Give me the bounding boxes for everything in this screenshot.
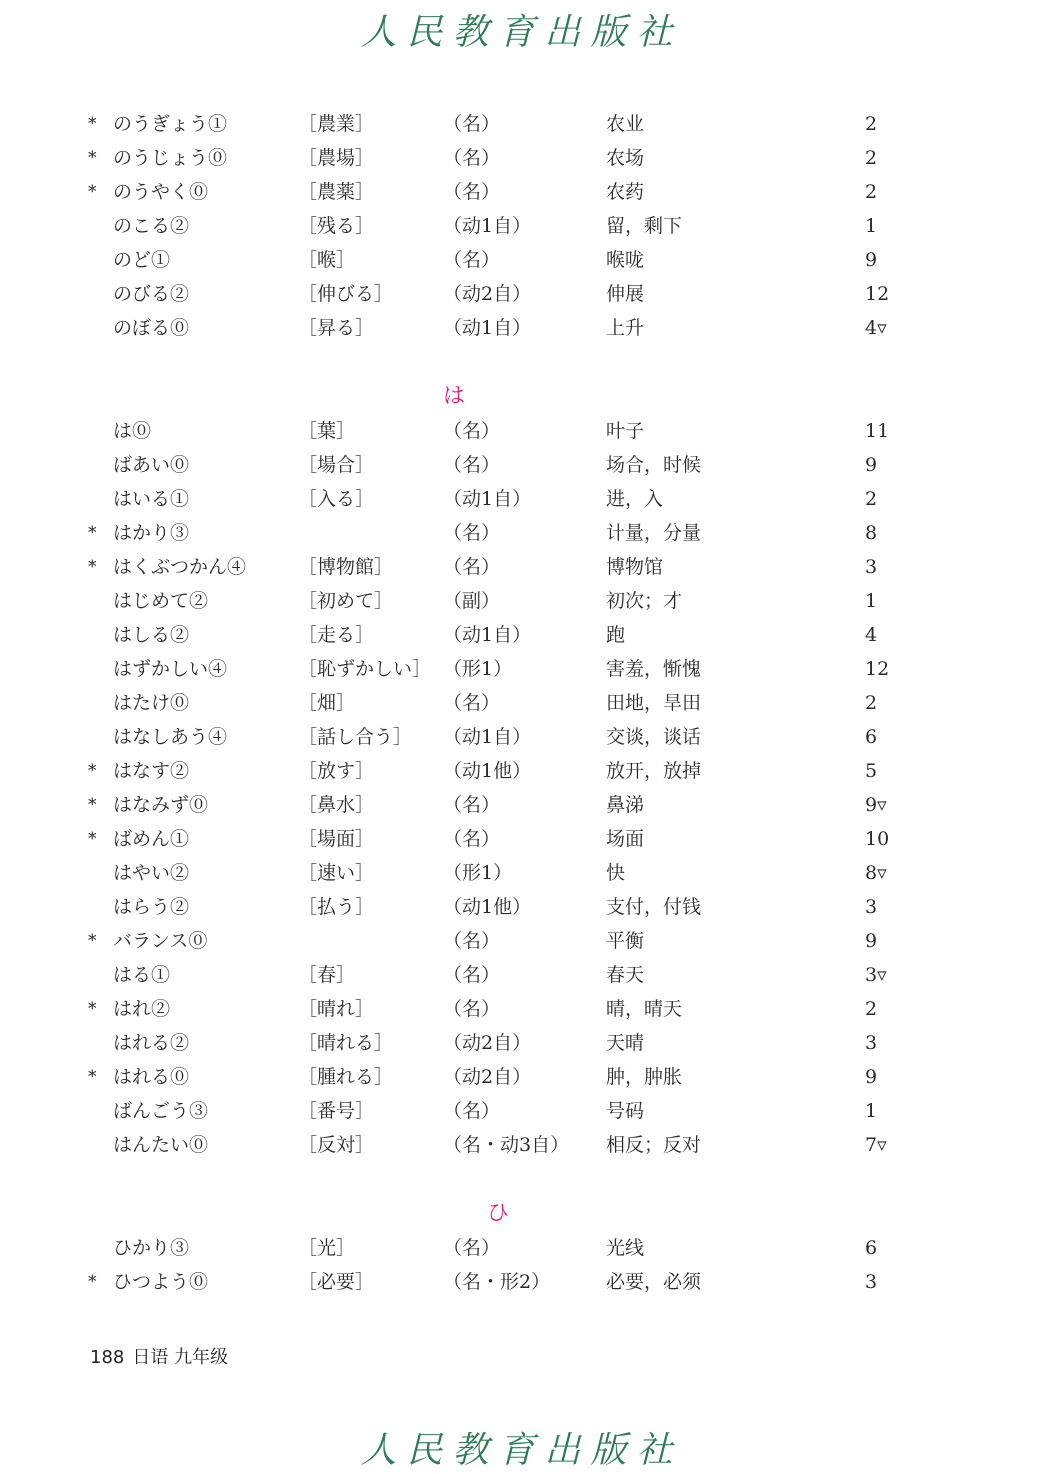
entry-kanji: ［腫れる］ — [298, 1066, 394, 1088]
section-hi — [0, 1231, 1043, 1299]
entry-kanji: ［入る］ — [298, 488, 375, 510]
entry-lesson: 2 — [865, 181, 878, 203]
entry-meaning: 天晴 — [606, 1032, 645, 1054]
entry-part-of-speech: （副） — [443, 590, 501, 612]
entry-lesson: 3▿ — [865, 964, 887, 986]
entry-meaning: 上升 — [606, 317, 645, 339]
entry-lesson: 3 — [865, 556, 878, 578]
entry-kanji: ［払う］ — [298, 896, 375, 918]
entry-part-of-speech: （名） — [443, 828, 501, 850]
entry-reading: ばんごう③ — [113, 1100, 209, 1122]
entry-meaning: 鼻涕 — [606, 794, 645, 816]
vocab-entry — [0, 1231, 1043, 1265]
entry-kanji: ［喉］ — [298, 249, 356, 271]
entry-kanji: ［晴れる］ — [298, 1032, 394, 1054]
entry-reading: のど① — [113, 249, 171, 271]
entry-reading: のぼる⓪ — [113, 317, 190, 339]
vocab-entry — [0, 788, 1043, 822]
entry-reading: はかり③ — [113, 522, 190, 544]
section-no — [0, 107, 1043, 345]
entry-kanji: ［速い］ — [298, 862, 375, 884]
entry-meaning: 平衡 — [606, 930, 645, 952]
entry-reading: は⓪ — [113, 420, 152, 442]
entry-kanji: ［必要］ — [298, 1271, 375, 1293]
entry-meaning: 放开，放掉 — [606, 760, 702, 782]
vocab-entry — [0, 482, 1043, 516]
entry-reading: はくぶつかん④ — [113, 556, 247, 578]
entry-reading: はなみず⓪ — [113, 794, 209, 816]
vocabulary-list — [0, 107, 1043, 1299]
entry-lesson: 2 — [865, 147, 878, 169]
entry-kanji: ［番号］ — [298, 1100, 375, 1122]
entry-kanji: ［恥ずかしい］ — [298, 658, 432, 680]
entry-part-of-speech: （动2自） — [443, 1066, 532, 1088]
entry-part-of-speech: （名） — [443, 454, 501, 476]
entry-meaning: 害羞，惭愧 — [606, 658, 702, 680]
vocab-entry — [0, 958, 1043, 992]
entry-meaning: 相反；反对 — [606, 1134, 702, 1156]
entry-kanji: ［晴れ］ — [298, 998, 375, 1020]
entry-part-of-speech: （名） — [443, 930, 501, 952]
entry-kanji: ［鼻水］ — [298, 794, 375, 816]
entry-lesson: 3 — [865, 896, 878, 918]
entry-meaning: 博物馆 — [606, 556, 664, 578]
entry-meaning: 农药 — [606, 181, 645, 203]
entry-lesson: 2 — [865, 692, 878, 714]
entry-part-of-speech: （动1自） — [443, 488, 532, 510]
entry-reading: のうやく⓪ — [113, 181, 209, 203]
entry-lesson: 1 — [865, 215, 878, 237]
section-ha — [0, 414, 1043, 1162]
star-mark: * — [88, 182, 97, 202]
entry-reading: のうじょう⓪ — [113, 147, 228, 169]
vocab-entry — [0, 175, 1043, 209]
entry-reading: はる① — [113, 964, 171, 986]
entry-lesson: 12 — [865, 283, 890, 305]
star-mark: * — [88, 114, 97, 134]
entry-meaning: 喉咙 — [606, 249, 645, 271]
vocab-entry — [0, 754, 1043, 788]
star-mark: * — [88, 1067, 97, 1087]
star-mark: * — [88, 999, 97, 1019]
star-mark: * — [88, 148, 97, 168]
vocab-entry — [0, 890, 1043, 924]
entry-reading: はれる② — [113, 1032, 190, 1054]
entry-lesson: 1 — [865, 1100, 878, 1122]
entry-reading: はしる② — [113, 624, 190, 646]
star-mark: * — [88, 761, 97, 781]
entry-part-of-speech: （动1自） — [443, 317, 532, 339]
entry-part-of-speech: （动2自） — [443, 283, 532, 305]
entry-kanji: ［春］ — [298, 964, 356, 986]
entry-meaning: 肿，肿胀 — [606, 1066, 683, 1088]
vocab-entry — [0, 992, 1043, 1026]
entry-part-of-speech: （名・形2） — [443, 1271, 551, 1293]
entry-kanji: ［場面］ — [298, 828, 375, 850]
entry-meaning: 初次；才 — [606, 590, 683, 612]
entry-meaning: 光线 — [606, 1237, 645, 1259]
entry-lesson: 8 — [865, 522, 878, 544]
vocab-entry — [0, 1026, 1043, 1060]
vocab-entry — [0, 448, 1043, 482]
vocab-entry — [0, 720, 1043, 754]
vocab-entry — [0, 924, 1043, 958]
entry-kanji: ［農薬］ — [298, 181, 375, 203]
entry-part-of-speech: （动1他） — [443, 760, 532, 782]
vocab-entry — [0, 822, 1043, 856]
star-mark: * — [88, 1272, 97, 1292]
entry-reading: ばめん① — [113, 828, 190, 850]
vocab-entry — [0, 1128, 1043, 1162]
entry-lesson: 3 — [865, 1032, 878, 1054]
entry-meaning: 农业 — [606, 113, 645, 135]
entry-kanji: ［畑］ — [298, 692, 356, 714]
entry-lesson: 2 — [865, 998, 878, 1020]
entry-meaning: 晴，晴天 — [606, 998, 683, 1020]
vocab-entry — [0, 1265, 1043, 1299]
entry-part-of-speech: （名） — [443, 113, 501, 135]
vocab-entry — [0, 1094, 1043, 1128]
entry-lesson: 6 — [865, 726, 878, 748]
entry-reading: ばあい⓪ — [113, 454, 190, 476]
entry-meaning: 计量，分量 — [606, 522, 702, 544]
publisher-logo: 人民教育出版社 — [360, 12, 683, 53]
entry-part-of-speech: （名） — [443, 249, 501, 271]
entry-meaning: 场合，时候 — [606, 454, 702, 476]
entry-part-of-speech: （动1自） — [443, 215, 532, 237]
entry-kanji: ［伸びる］ — [298, 283, 394, 305]
section-header-ha: は — [443, 384, 466, 409]
entry-reading: ひかり③ — [113, 1237, 190, 1259]
entry-reading: はたけ⓪ — [113, 692, 190, 714]
entry-kanji: ［話し合う］ — [298, 726, 413, 748]
entry-kanji: ［葉］ — [298, 420, 356, 442]
entry-part-of-speech: （形1） — [443, 862, 513, 884]
entry-lesson: 8▿ — [865, 862, 887, 884]
book-title: 日语 九年级 — [132, 1347, 229, 1368]
vocab-entry — [0, 243, 1043, 277]
entry-reading: はらう② — [113, 896, 190, 918]
vocab-entry — [0, 856, 1043, 890]
entry-lesson: 9 — [865, 454, 878, 476]
vocab-entry — [0, 516, 1043, 550]
entry-part-of-speech: （动1他） — [443, 896, 532, 918]
entry-part-of-speech: （动2自） — [443, 1032, 532, 1054]
entry-lesson: 1 — [865, 590, 878, 612]
star-mark: * — [88, 829, 97, 849]
section-header-hi: ひ — [487, 1201, 510, 1226]
entry-lesson: 9▿ — [865, 794, 887, 816]
entry-meaning: 交谈，谈话 — [606, 726, 702, 748]
entry-reading: のびる② — [113, 283, 190, 305]
entry-part-of-speech: （名） — [443, 998, 501, 1020]
entry-lesson: 3 — [865, 1271, 878, 1293]
vocab-entry — [0, 209, 1043, 243]
entry-part-of-speech: （形1） — [443, 658, 513, 680]
entry-kanji: ［反対］ — [298, 1134, 375, 1156]
entry-reading: はやい② — [113, 862, 190, 884]
entry-part-of-speech: （名） — [443, 692, 501, 714]
entry-meaning: 跑 — [606, 624, 626, 646]
entry-lesson: 4▿ — [865, 317, 887, 339]
entry-part-of-speech: （动1自） — [443, 726, 532, 748]
star-mark: * — [88, 931, 97, 951]
entry-reading: はなしあう④ — [113, 726, 228, 748]
entry-reading: はんたい⓪ — [113, 1134, 209, 1156]
entry-reading: はれ② — [113, 998, 171, 1020]
entry-meaning: 农场 — [606, 147, 645, 169]
entry-lesson: 11 — [865, 420, 890, 442]
entry-lesson: 6 — [865, 1237, 878, 1259]
entry-part-of-speech: （名） — [443, 420, 501, 442]
entry-lesson: 2 — [865, 113, 878, 135]
entry-reading: ひつよう⓪ — [113, 1271, 209, 1293]
entry-kanji: ［初めて］ — [298, 590, 394, 612]
publisher-logo-footer: 人民教育出版社 — [360, 1430, 683, 1471]
entry-reading: はずかしい④ — [113, 658, 228, 680]
vocab-entry — [0, 550, 1043, 584]
entry-part-of-speech: （名） — [443, 1100, 501, 1122]
vocab-entry — [0, 584, 1043, 618]
entry-kanji: ［走る］ — [298, 624, 375, 646]
entry-reading: のうぎょう① — [113, 113, 228, 135]
vocab-entry — [0, 311, 1043, 345]
entry-lesson: 5 — [865, 760, 878, 782]
entry-meaning: 支付，付钱 — [606, 896, 702, 918]
entry-lesson: 10 — [865, 828, 890, 850]
entry-meaning: 留，剩下 — [606, 215, 683, 237]
vocab-entry — [0, 686, 1043, 720]
star-mark: * — [88, 557, 97, 577]
entry-meaning: 伸展 — [606, 283, 645, 305]
entry-lesson: 7▿ — [865, 1134, 887, 1156]
vocab-entry — [0, 414, 1043, 448]
entry-reading: はなす② — [113, 760, 190, 782]
entry-lesson: 2 — [865, 488, 878, 510]
vocab-entry — [0, 141, 1043, 175]
entry-meaning: 进，入 — [606, 488, 664, 510]
entry-part-of-speech: （动1自） — [443, 624, 532, 646]
entry-lesson: 12 — [865, 658, 890, 680]
entry-part-of-speech: （名） — [443, 1237, 501, 1259]
entry-meaning: 春天 — [606, 964, 645, 986]
entry-part-of-speech: （名） — [443, 147, 501, 169]
page-number: 188 — [90, 1347, 125, 1368]
entry-part-of-speech: （名） — [443, 556, 501, 578]
vocab-entry — [0, 1060, 1043, 1094]
vocab-entry — [0, 618, 1043, 652]
entry-kanji: ［残る］ — [298, 215, 375, 237]
entry-kanji: ［農業］ — [298, 113, 375, 135]
entry-reading: のこる② — [113, 215, 190, 237]
entry-meaning: 田地，旱田 — [606, 692, 702, 714]
entry-part-of-speech: （名） — [443, 522, 501, 544]
entry-kanji: ［場合］ — [298, 454, 375, 476]
entry-part-of-speech: （名・动3自） — [443, 1134, 570, 1156]
entry-lesson: 9 — [865, 1066, 878, 1088]
entry-part-of-speech: （名） — [443, 794, 501, 816]
vocab-entry — [0, 107, 1043, 141]
entry-kanji: ［博物館］ — [298, 556, 394, 578]
entry-kanji: ［昇る］ — [298, 317, 375, 339]
entry-lesson: 4 — [865, 624, 878, 646]
vocab-entry — [0, 652, 1043, 686]
vocab-entry — [0, 277, 1043, 311]
entry-kanji: ［光］ — [298, 1237, 356, 1259]
star-mark: * — [88, 523, 97, 543]
entry-meaning: 场面 — [606, 828, 645, 850]
entry-meaning: 叶子 — [606, 420, 645, 442]
entry-part-of-speech: （名） — [443, 181, 501, 203]
entry-reading: はいる① — [113, 488, 190, 510]
entry-lesson: 9 — [865, 930, 878, 952]
entry-part-of-speech: （名） — [443, 964, 501, 986]
entry-kanji: ［農場］ — [298, 147, 375, 169]
entry-reading: はれる⓪ — [113, 1066, 190, 1088]
entry-meaning: 号码 — [606, 1100, 645, 1122]
entry-reading: はじめて② — [113, 590, 209, 612]
entry-reading: バランス⓪ — [113, 930, 208, 952]
page-footer — [90, 1343, 236, 1369]
entry-lesson: 9 — [865, 249, 878, 271]
entry-meaning: 快 — [606, 862, 626, 884]
entry-meaning: 必要，必须 — [606, 1271, 702, 1293]
star-mark: * — [88, 795, 97, 815]
entry-kanji: ［放す］ — [298, 760, 375, 782]
